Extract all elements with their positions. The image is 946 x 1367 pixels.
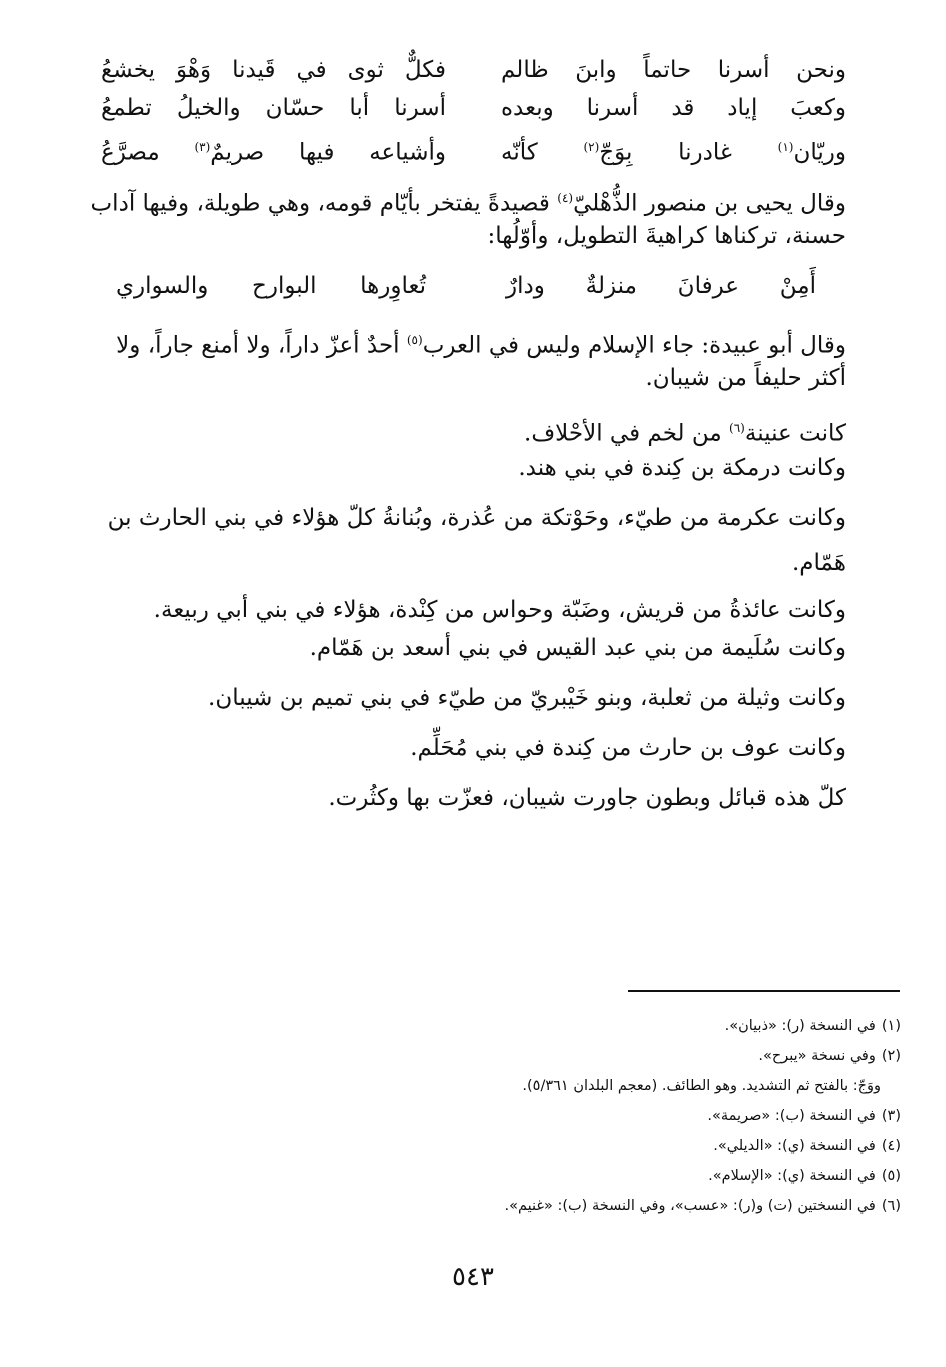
footnote-number: (٣) [881,1108,901,1124]
footnote [341,1043,901,1069]
footnote [341,1193,901,1219]
verse-line [116,266,816,306]
paragraph-line: وكانت عائذةُ من قريش، وضَبّة وحواس من كِنْدة، هؤلاء في بني أبي ربيعة. [153,597,846,623]
footnote-number: (٤) [881,1138,901,1154]
verse-first-hemistich: ونحن أسرنا حاتماً وابنَ ظالم [501,57,846,83]
paragraph-line [41,180,846,222]
verse-second-hemistich: تُعاوِرها البوارح والسواري [116,273,426,299]
footnote-text: في النسخة (ر): «ذبيان». [724,1018,876,1034]
paragraph-line: وكانت سُلَيمة من بني عبد القيس في بني أسعد بن هَمّام. [309,635,846,661]
verse-text: مصرَّعُ [101,139,195,166]
verse-text: وأشياعه فيها صريمٌ [210,139,446,166]
paragraph-line: كلّ هذه قبائل وبطون جاورت شيبان، فعزّت بها وكثُرت. [328,785,846,811]
footnote [341,1133,901,1159]
paragraph-line: وكانت عوف بن حارث من كِندة في بني مُحَلِّم. [410,735,846,761]
footnote-number: (٦) [881,1198,901,1214]
verse-second-hemistich [101,127,446,173]
text: أحدٌ أعزّ داراً، ولا أمنع جاراً، ولا [116,332,407,359]
text: قصيدةً يفتخر بأيّام قومه، وهي طويلة، وفيها آداب [90,190,558,217]
verse-text: كأنّه [501,139,584,166]
paragraph-line: وكانت وثيلة من ثعلبة، وبنو خَيْبريّ من طيّء في بني تميم بن شيبان. [208,685,846,711]
paragraph-line: هَمّام. [792,550,846,576]
footnote-number: (١) [881,1018,901,1034]
paragraph-line [41,410,846,452]
footnote-text: في النسخة (ي): «الإسلام». [708,1168,876,1184]
footnote-marker: (٢) [583,140,600,154]
verse-line [101,127,846,167]
paragraph-line: حسنة، تركناها كراهيةَ التطويل، وأوّلُها: [487,223,846,249]
footnote [341,1103,901,1129]
verse-line [101,50,846,90]
verse-text: وريّان [793,139,846,166]
footnote [341,1163,901,1189]
footnote-marker: (١) [777,140,794,154]
paragraph-line: وكانت درمكة بن كِندة في بني هند. [518,455,846,481]
page-number: ٥٤٣ [452,1262,494,1292]
verse-second-hemistich: فكلٌّ ثوى في قَيدنا وَهْوَ يخشعُ [101,57,446,83]
footnote-text: وفي نسخة «يبرح». [758,1048,876,1064]
text: وقال يحيى بن منصور الذُّهْليّ [573,190,846,217]
verse-line [101,88,846,128]
footnote-separator [628,990,900,992]
verse-first-hemistich: أَمِنْ عرفانَ منزلةٌ ودارٌ [506,273,816,299]
text: من لخم في الأحْلاف. [524,420,730,447]
text: كانت عنينة [744,420,846,447]
verse-second-hemistich: أسرنا أبا حسّان والخيلُ تطمعُ [101,95,446,121]
verse-first-hemistich [501,127,846,173]
footnote-text: في النسخة (ي): «الديلي». [713,1138,876,1154]
footnote-marker: (٣) [194,140,211,154]
footnote [341,1013,901,1039]
text: وقال أبو عبيدة: جاء الإسلام وليس في العرب [422,332,846,359]
footnote-marker: (٤) [557,191,574,205]
footnote-text: ووَجّ: بالفتح ثم التشديد. وهو الطائف. (معجم البلدان ٥/٣٦١). [522,1078,881,1094]
footnote-marker: (٥) [406,333,423,347]
paragraph-line: أكثر حليفاً من شيبان. [645,365,846,391]
paragraph-line: وكانت عكرمة من طيّء، وحَوْتكة من عُذرة، وبُنانةُ كلّ هؤلاء في بني الحارث بن [107,505,846,531]
verse-text: غادرنا بِوَجّ [599,139,778,166]
footnote-number: (٢) [881,1048,901,1064]
footnote-text: في النسخة (ب): «صريمة». [707,1108,876,1124]
paragraph-line [41,322,846,364]
footnote-marker: (٦) [729,421,745,435]
verse-first-hemistich: وكعبَ إياد قد أسرنا وبعده [501,95,846,121]
footnote-number: (٥) [881,1168,901,1184]
footnote-text: في النسختين (ت) و(ر): «عسب»، وفي النسخة (ب): «غنيم». [504,1198,876,1214]
footnote [321,1073,881,1099]
